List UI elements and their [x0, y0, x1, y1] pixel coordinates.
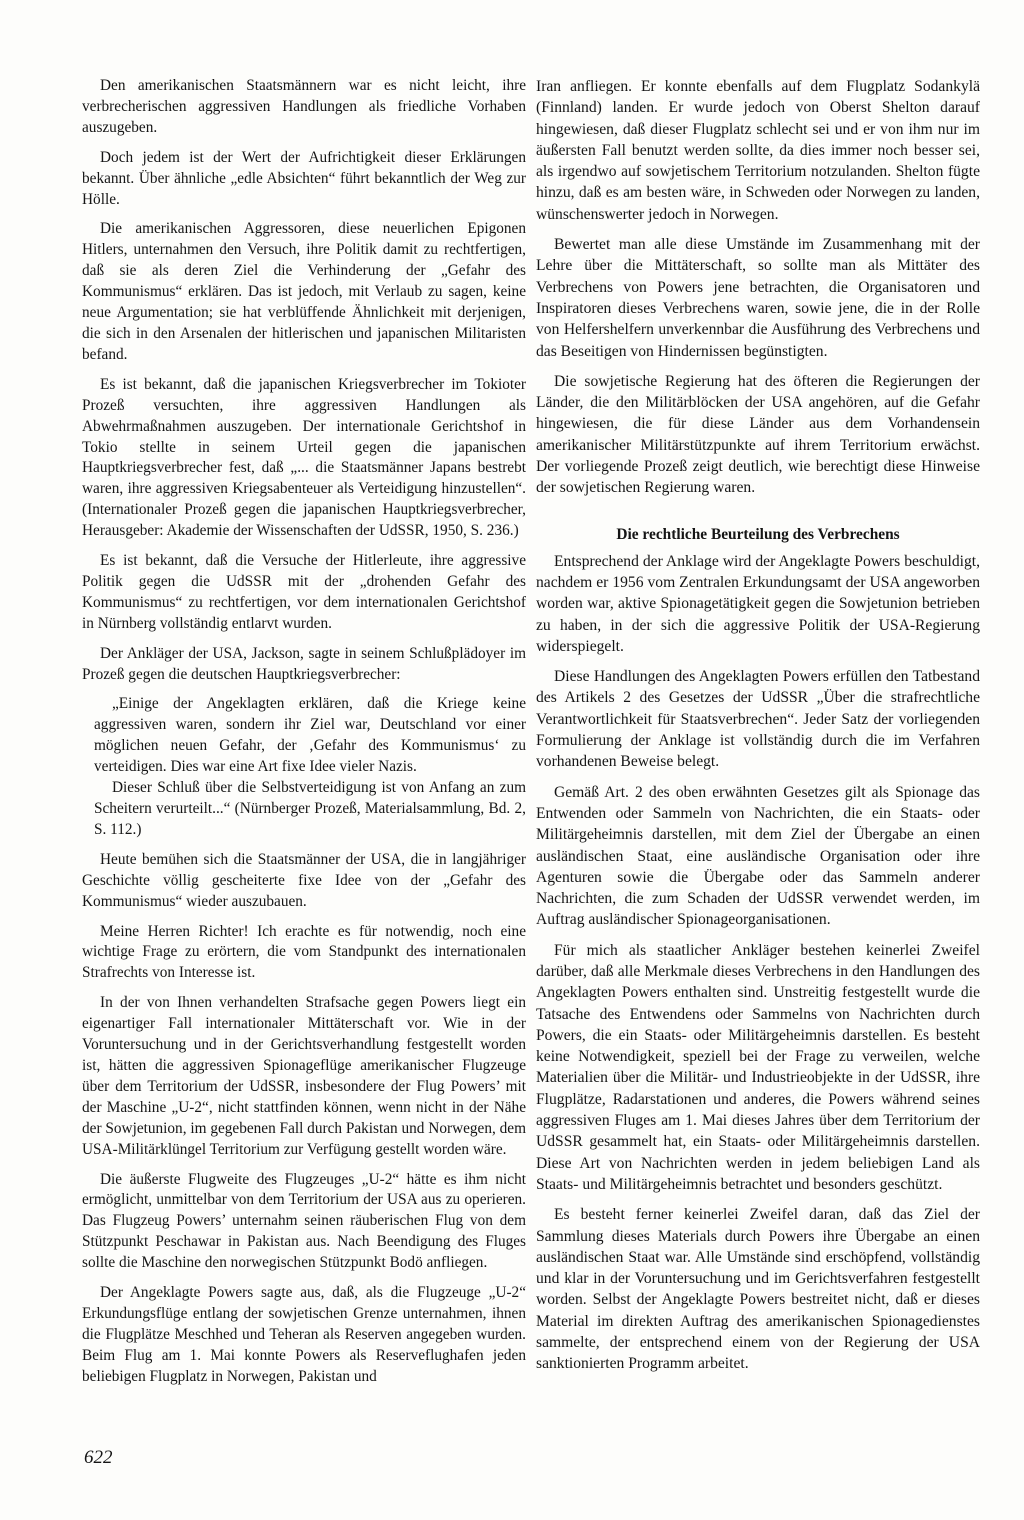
paragraph: Gemäß Art. 2 des oben erwähnten Gesetzes gilt als Spionage das Entwenden oder Sammeln von Nachrichten, die ein Staats- oder Militärgeheimnis darstellen, mit dem Ziel der Übergabe an einen ausländischen Staat, eine ausländische Organisation oder ihre Agenturen sowie die Übergabe oder das Sammeln anderer Nachrichten, die zum Schaden der UdSSR verwendet werden, im Auftrag ausländischer Spionageorganisationen.	[536, 783, 980, 929]
paragraph: Es besteht ferner keinerlei Zweifel daran, daß das Ziel der Sammlung dieses Materials durch Powers ihre Übergabe an einen ausländischen Staat war. Alle Umstände sind erschöpfend, vollständig und klar in der Voruntersuchung und im Gerichtsverfahren festgestellt worden. Selbst der Angeklagte Powers bestreitet nicht, daß er dieses Material im direkten Auftrag des amerikanischen Spionagedienstes sammelte, der entsprechend einem von der Regierung der USA sanktionierten Programm arbeitet.	[536, 1206, 980, 1373]
quote-paragraph: „Einige der Angeklagten erklären, daß die Kriege keine aggressiven waren, sondern ihr Ziel war, Deutschland vor einer möglichen neuen Gefahr, der ‚Gefahr des Kommunismus‘ zu verteidigen. Dies war eine Art fixe Idee vieler Nazis.	[94, 695, 526, 776]
paragraph: Bewertet man alle diese Umstände im Zusammenhang mit der Lehre über die Mittäterschaft, so sollte man als Mittäter des Verbrechens von Powers jene betrachten, die Organisatoren und Inspiratoren dieses Verbrechens waren, sowie jene, die in der Rolle von Helfershelfern unverkennbar die Ausführung des Verbrechens und das Beseitigen von Hindernissen begünstigten.	[536, 236, 980, 360]
paragraph: Den amerikanischen Staatsmännern war es nicht leicht, ihre verbrecherischen aggressiven Handlungen als friedliche Vorhaben auszugeben.	[82, 77, 526, 136]
paragraph: Diese Handlungen des Angeklagten Powers erfüllen den Tatbestand des Artikels 2 des Gesetzes der UdSSR „Über die strafrechtliche Verantwortlichkeit für Staatsverbrechen“. Jeder Satz der vorliegenden Formulierung der Anklage ist vollständig durch die im Verfahren vorhandenen Beweise belegt.	[536, 668, 980, 771]
section-heading: Die rechtliche Beurteilung des Verbrechens	[616, 525, 900, 543]
paragraph: In der von Ihnen verhandelten Strafsache gegen Powers liegt ein eigenartiger Fall internationaler Mittäterschaft vor. Wie in der Voruntersuchung und in der Gerichtsverhandlung festgestellt worden ist, hätten die aggressiven Spionageflüge amerikanischer Flugzeuge über dem Territorium der UdSSR, insbesondere der Flug Powers’ mit der Maschine „U-2“, nicht stattfinden können, wenn nicht in der Nähe der Sowjetunion, im gegebenen Fall durch Pakistan und Norwegen, dem USA-Militärklüngel Territorium zur Verfügung gestellt worden wäre.	[82, 994, 526, 1158]
quote-paragraph: Dieser Schluß über die Selbstverteidigung ist von Anfang an zum Scheitern verurteilt...“ (Nürnberger Prozeß, Materialsammlung, Bd. 2, S. 112.)	[94, 779, 526, 838]
paragraph: Der Angeklagte Powers sagte aus, daß, als die Flugzeuge „U-2“ Erkundungsflüge entlang der sowjetischen Grenze unternahmen, ihnen die Flugplätze Meschhed und Teheran als Reserven angegeben wurden. Beim Flug am 1. Mai konnte Powers als Reserveflughafen jeden beliebigen Flugplatz in Norwegen, Pakistan und	[82, 1284, 526, 1385]
paragraph: Entsprechend der Anklage wird der Angeklagte Powers beschuldigt, nachdem er 1956 vom Zentralen Erkundungsamt der USA angeworben worden war, aktive Spionagetätigkeit gegen die Sowjetunion betrieben zu haben, in der sich die aggressive Politik der USA-Regierung widerspiegelt.	[536, 552, 980, 655]
paragraph: Die sowjetische Regierung hat des öfteren die Regierungen der Länder, die den Militärblöcken der USA angehören, auf die Gefahr hingewiesen, die für diese Länder aus dem Vorhandensein amerikanischer Militärstützpunkte auf ihrem Territorium erwächst. Der vorliegende Prozeß zeigt deutlich, wie berechtigt diese Hinweise der sowjetischen Regierung waren.	[536, 372, 980, 497]
paragraph: Der Ankläger der USA, Jackson, sagte in seinem Schlußplädoyer im Prozeß gegen die deutschen Hauptkriegsverbrecher:	[82, 644, 526, 683]
page-number: 622	[84, 1447, 113, 1468]
paragraph: Die äußerste Flugweite des Flugzeuges „U-2“ hätte es ihm nicht ermöglicht, unmittelbar von dem Territorium der USA aus zu operieren. Das Flugzeug Powers’ unternahm seinen räuberischen Flug von dem Stützpunkt Peschawar in Pakistan aus. Nach Beendigung des Fluges sollte die Maschine den norwegischen Stützpunkt Bodö anfliegen.	[82, 1170, 526, 1272]
paragraph: Doch jedem ist der Wert der Aufrichtigkeit dieser Erklärungen bekannt. Über ähnliche „edle Absichten“ führt bekanntlich der Weg zur Hölle.	[82, 148, 526, 208]
right-column	[536, 76, 980, 1384]
paragraph-continuation: Iran anfliegen. Er konnte ebenfalls auf dem Flugplatz Sodankylä (Finnland) landen. Er wurde jedoch von Oberst Shelton darauf hingewiesen, daß dieser Flugplatz schlecht sei und er von ihm nur im äußersten Fall benutzt werden sollte, da dies immer noch besser sei, als irgendwo auf sowjetischem Territorium notzulanden. Shelton fügte hinzu, daß es am besten wäre, in Schweden oder Norwegen zu landen, wünschenswerter jedoch in Norwegen.	[536, 78, 980, 223]
paragraph: Die amerikanischen Aggressoren, diese neuerlichen Epigonen Hitlers, unternahmen den Versuch, ihre Politik damit zu rechtfertigen, daß sie als deren Ziel die Verhinderung der „Gefahr des Kommunismus“ erklären. Das ist jedoch, mit Verlaub zu sagen, keine neue Argumentation; sie hat verblüffende Ähnlichkeit mit derjenigen, die sich in den Arsenalen der hitlerischen und japanischen Militaristen befand.	[82, 220, 526, 363]
paragraph: Es ist bekannt, daß die Versuche der Hitlerleute, ihre aggressive Politik gegen die UdSSR mit der „drohenden Gefahr des Kommunismus“ zu rechtfertigen, vor dem internationalen Gerichtshof in Nürnberg vollständig entlarvt wurden.	[82, 552, 526, 632]
paragraph: Es ist bekannt, daß die japanischen Kriegsverbrecher im Tokioter Prozeß versuchten, ihre aggressiven Handlungen als Abwehrmaßnahmen auszugeben. Der internationale Gerichtshof in Tokio stellte in seinem Urteil gegen die japanischen Hauptkriegsverbrecher fest, daß „... die Staatsmänner Japans bestrebt waren, ihre aggressiven Kriegsabenteuer als Verteidigung hinzustellen“. (Internationaler Prozeß gegen die japanischen Hauptkriegsverbrecher, Herausgeber: Akademie der Wissenschaften der UdSSR, 1950, S. 236.)	[82, 375, 526, 540]
paragraph: Meine Herren Richter! Ich erachte es für notwendig, noch eine wichtige Frage zu erörtern, die vom Standpunkt des internationalen Strafrechts von Interesse ist.	[82, 922, 526, 982]
paragraph: Heute bemühen sich die Staatsmänner der USA, die in langjähriger Geschichte völlig gescheiterte fixe Idee von der „Gefahr des Kommunismus“ wieder auszubauen.	[82, 850, 526, 910]
left-column	[82, 76, 526, 1397]
paragraph: Für mich als staatlicher Ankläger bestehen keinerlei Zweifel darüber, daß alle Merkmale dieses Verbrechens in den Handlungen des Angeklagten Powers enthalten sind. Unstreitig festgestellt wurde die Tatsache des Entwendens oder Sammelns von Nachrichten durch Powers, die ein Staats- oder Militärgeheimnis darstellen. Es besteht keine Notwendigkeit, speziell bei der Frage zu verweilen, welche Materialien über die Militär- und Industrieobjekte in der UdSSR, ihre Flugplätze, Radarstationen und anderes, die Powers während seines aggressiven Fluges am 1. Mai dieses Jahres über dem Territorium der UdSSR gesammelt hat, ein Staats- oder Militärgeheimnis darstellen. Diese Art von Nachrichten werden in jedem beliebigen Land als Staats- und Militärgeheimnis betrachtet und besonders geschützt.	[536, 941, 980, 1193]
